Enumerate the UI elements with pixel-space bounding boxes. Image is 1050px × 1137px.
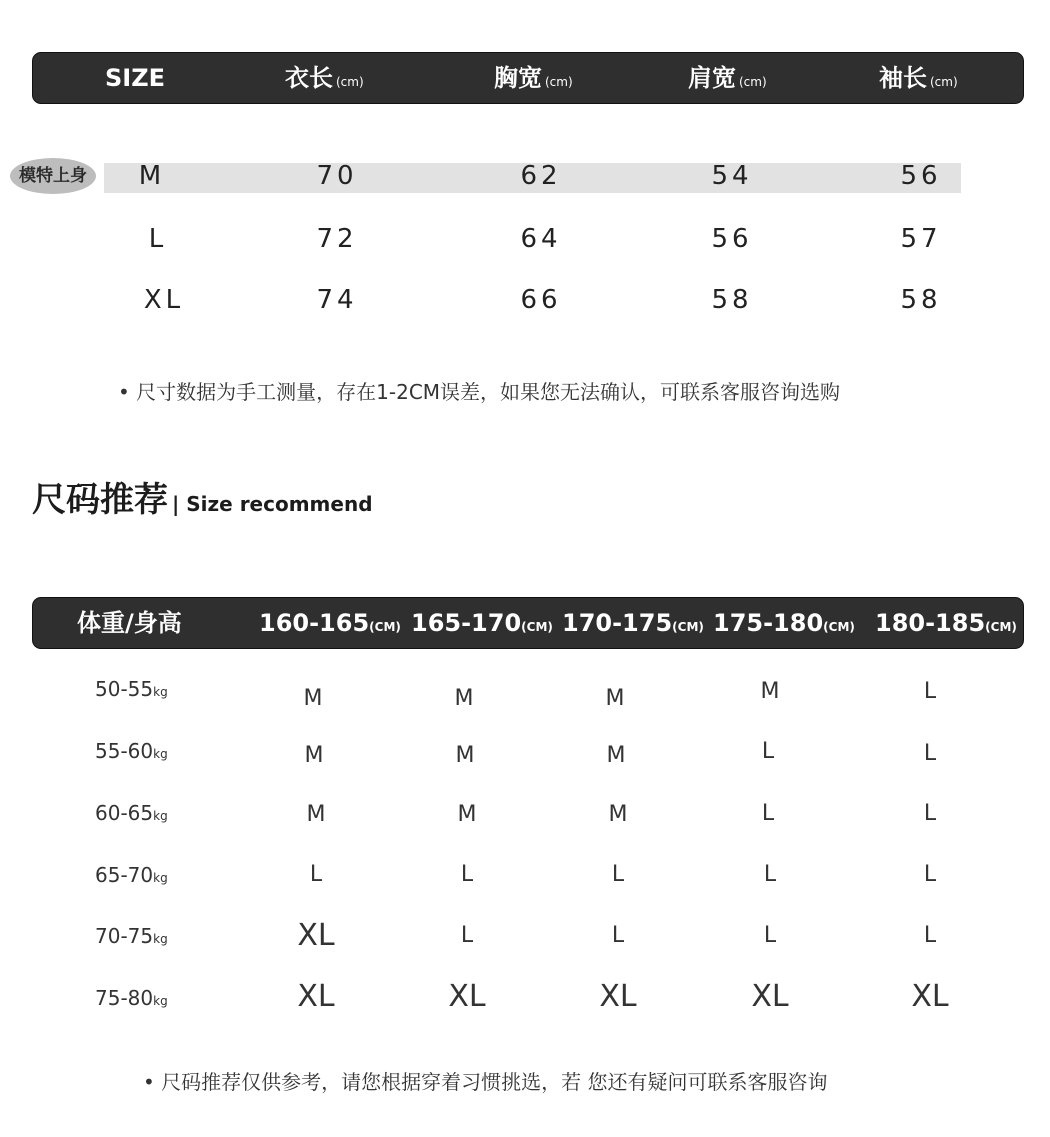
weight-label [95,924,168,948]
recommended-size: M [457,802,477,827]
sleeve-cell: 57 [900,224,942,254]
recommended-size: XL [751,979,789,1014]
sleeve-cell: 58 [900,285,942,315]
recommended-size: L [460,923,474,948]
length-cell: 72 [316,224,358,254]
header-height-165-170 [411,598,553,648]
length-cell: 70 [316,161,358,191]
sleeve-cell: 56 [900,161,942,191]
chest-cell: 64 [520,224,562,254]
weight-unit: kg [153,747,168,761]
recommended-size: M [608,802,628,827]
header-size [105,53,165,103]
header-unit: (CM) [369,620,401,634]
weight-value: 65-70 [95,863,154,887]
header-weight-height [77,598,182,648]
recommended-size: M [760,679,780,704]
recommended-size: L [923,741,937,766]
recommended-size: M [606,743,626,768]
header-label: 袖长 [879,64,927,92]
length-cell: 74 [316,285,358,315]
weight-value: 75-80 [95,986,154,1010]
size-cell: XL [143,285,185,315]
header-height-180-185 [875,598,1017,648]
measurement-note: • 尺寸数据为手工测量，存在1-2CM误差，如果您无法确认，可联系客服咨询选购 [118,380,841,404]
header-label: 170-175 [562,609,673,637]
weight-unit: kg [153,871,168,885]
recommended-size: M [304,743,324,768]
header-height-175-180 [713,598,855,648]
weight-label [95,801,168,825]
shoulder-cell: 56 [711,224,753,254]
header-shoulder [688,53,767,103]
header-label: 肩宽 [688,64,736,92]
weight-label [95,677,168,701]
weight-value: 70-75 [95,924,154,948]
weight-unit: kg [153,932,168,946]
recommended-size: M [455,743,475,768]
header-unit: (cm) [930,75,958,89]
size-cell: M [138,161,166,191]
header-length [285,53,364,103]
shoulder-cell: 58 [711,285,753,315]
recommended-size: L [761,739,775,764]
header-unit: (CM) [823,620,855,634]
weight-value: 60-65 [95,801,154,825]
recommended-size: XL [297,918,335,953]
shoulder-cell: 54 [711,161,753,191]
weight-label [95,739,168,763]
header-chest [494,53,573,103]
recommended-size: L [611,862,625,887]
header-label: 160-165 [259,609,370,637]
recommended-size: L [763,923,777,948]
weight-label [95,986,168,1010]
header-unit: (CM) [521,620,553,634]
recommended-size: L [309,862,323,887]
section-title [32,472,373,521]
recommended-size: M [306,802,326,827]
header-label: 体重/身高 [77,609,182,637]
recommended-size: L [923,679,937,704]
chest-cell: 66 [520,285,562,315]
recommended-size: L [763,862,777,887]
recommended-size: L [923,801,937,826]
recommended-size: XL [297,979,335,1014]
recommend-note: • 尺码推荐仅供参考，请您根据穿着习惯挑选，若 您还有疑问可联系客服咨询 [143,1070,828,1094]
weight-unit: kg [153,685,168,699]
size-cell: L [148,224,168,254]
title-text: 尺码推荐 [32,480,168,520]
header-label: 胸宽 [494,64,542,92]
header-unit: (cm) [336,75,364,89]
recommended-size: L [460,862,474,887]
header-height-170-175 [562,598,704,648]
recommended-size: XL [911,979,949,1014]
weight-value: 55-60 [95,739,154,763]
header-label: 175-180 [713,609,824,637]
header-label: 180-185 [875,609,986,637]
recommended-size: M [454,686,474,711]
chest-cell: 62 [520,161,562,191]
size-table-header [32,52,1024,104]
recommended-size: L [923,862,937,887]
header-unit: (cm) [739,75,767,89]
header-unit: (cm) [545,75,573,89]
header-label: SIZE [105,64,166,92]
header-sleeve [879,53,958,103]
weight-unit: kg [153,994,168,1008]
model-badge: 模特上身 [10,158,96,194]
header-height-160-165 [259,598,401,648]
recommended-size: M [605,686,625,711]
header-label: 165-170 [411,609,522,637]
recommended-size: L [923,923,937,948]
weight-unit: kg [153,809,168,823]
recommended-size: M [303,686,323,711]
header-unit: (CM) [672,620,704,634]
title-subtitle: | Size recommend [172,492,373,516]
weight-value: 50-55 [95,677,154,701]
header-unit: (CM) [985,620,1017,634]
recommended-size: L [611,923,625,948]
header-label: 衣长 [285,64,333,92]
recommended-size: XL [448,979,486,1014]
recommended-size: L [761,801,775,826]
recommended-size: XL [599,979,637,1014]
weight-label [95,863,168,887]
recommend-table-header [32,597,1024,649]
